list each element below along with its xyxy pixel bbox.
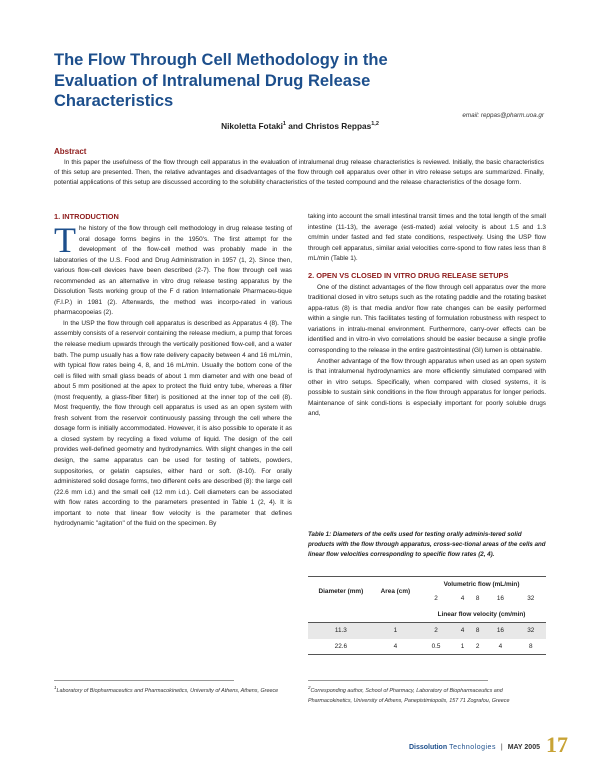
- issue-date: MAY 2005: [507, 744, 540, 751]
- flow-rate-table: [308, 576, 546, 655]
- cell-diameter: 11.3: [308, 623, 374, 639]
- cell-velocity: 4: [485, 639, 515, 655]
- table-row: [308, 639, 546, 655]
- vol-flow-value: 16: [496, 595, 504, 603]
- author-line: [0, 121, 600, 131]
- section-1-paragraph-1: he history of the flow through cell methodology in drug release testing of oral dosage forms begins in the 1950's. The first attempt for the development of the flow-cell method was probably made in the laboratories of the U.S. Food and Drug Administration in 1957 (1, 2). Since then, various flow-cell devices have been described (2-7). The flow through cell was recommended as an alternative in vitro drug release testing apparatus by the Dissolution Tests working group of the F d ration Internationale Pharmaceu-tique (F.I.P.) in 1981 (2). Afterwards, the method was incorpo-rated in various pharmacopoeias (2).: [54, 225, 292, 317]
- cell-velocity: 4: [455, 623, 470, 639]
- author-1: Nikoletta Fotaki: [221, 121, 283, 131]
- cell-velocity: 8: [470, 623, 485, 639]
- cell-area: 4: [374, 639, 417, 655]
- table-caption: Table 1: Diameters of the cells used for testing orally adminis-tered solid products with the flow through apparatus, cross-sec-tional areas of the cells and linear flow velocities corresponding to specific flow rates (2, 4).: [308, 531, 546, 558]
- cell-diameter: 22.6: [308, 639, 374, 655]
- cell-velocity: 0.5: [417, 639, 455, 655]
- cell-velocity: 1: [455, 639, 470, 655]
- author-2-affiliation: 1,2: [371, 121, 379, 128]
- vol-flow-value: 8: [475, 595, 480, 603]
- author-joiner: and: [285, 121, 306, 131]
- footnote-1: [54, 683, 294, 696]
- vol-flow-value: 32: [527, 595, 535, 603]
- cell-velocity: 8: [516, 639, 546, 655]
- header-area: Area (cm): [374, 577, 417, 607]
- table-row: [308, 623, 546, 639]
- cell-velocity: 16: [485, 623, 515, 639]
- author-1-affiliation: 1: [282, 121, 286, 128]
- running-footer: [409, 744, 540, 751]
- left-column: [54, 212, 292, 530]
- footnote-1-marker: 1: [54, 685, 57, 690]
- section-2-paragraph-2: Another advantage of the flow through apparatus when used as an open system is that intralumenal hydrodynamics are more efficiently simulated compared with other in vitro setups. Specifically, when compared with closed systems, it is possible to sustain sink conditions in the flow through apparatus for longer periods. Maintenance of sink condi-tions is especially important for poorly soluble drugs and,: [308, 357, 546, 418]
- section-2-heading: 2. OPEN VS CLOSED IN VITRO DRUG RELEASE SETUPS: [308, 270, 509, 280]
- cell-area: 1: [374, 623, 417, 639]
- cell-velocity: 2: [417, 623, 455, 639]
- header-volumetric-flow: Volumetric flow (mL/min): [417, 577, 546, 592]
- author-2: Christos Reppas: [305, 121, 372, 131]
- article-title: The Flow Through Cell Methodology in the Evaluation of Intralumenal Drug Release Characteristics: [54, 51, 388, 110]
- footnote-1-text: Laboratory of Biopharmaceutics and Pharmacokinetics, University of Athens, Athens, Greece: [56, 687, 279, 694]
- footnote-rule-right: [308, 680, 488, 681]
- footnote-2: [308, 683, 548, 707]
- section-1-heading: 1. INTRODUCTION: [54, 212, 119, 221]
- footnote-rule-left: [54, 680, 234, 681]
- header-diameter: Diameter (mm): [308, 577, 374, 607]
- cell-velocity: 32: [516, 623, 546, 639]
- vol-flow-value: 2: [434, 595, 438, 603]
- drop-cap: T: [54, 220, 76, 260]
- footnote-2-marker: 2: [308, 685, 311, 690]
- section-2-paragraph-1: One of the distinct advantages of the flow through cell apparatus over the more traditional closed in vitro setups such as the rotating paddle and the rotating basket appa-ratus (8) is that media and/or flow rate changes can be easily performed within a single run. This facilitates testing of formulation robustness with respect to variations in intralu-menal environment. Furthermore, carry-over effects can be identified and in vitro-in vivo correlations should be easier because a single profile corresponding to the release in the entire gastrointestinal (GI) lumen is obtainable.: [308, 283, 546, 355]
- footnote-2-text: Corresponding author, School of Pharmacy, Laboratory of Biopharmaceutics and Pharmacokinetics, University of Athens, Panepistimiopolis, 157 71 Zografou, Greece: [308, 687, 510, 705]
- journal-name-1: Dissolution: [409, 744, 448, 751]
- journal-name-2: Technologies: [449, 744, 496, 751]
- abstract-text: In this paper the usefulness of the flow through cell apparatus in the evaluation of intralumenal drug release characteristics is reviewed. Initially, the basic characteristics of this setup are presented. Then, the relative advantages and disadvantages of the flow through cell apparatus over other in vitro release setups are summarized. Finally, potential applications of this setup are discussed according to the solubility characteristics of the tested compound and the release characteristics of the dosage form.: [54, 159, 544, 187]
- right-column: [308, 212, 546, 420]
- page-number: 17: [546, 732, 568, 757]
- cell-velocity: 2: [470, 639, 485, 655]
- header-linear-velocity: Linear flow velocity (cm/min): [417, 607, 546, 623]
- vol-flow-value: 4: [460, 595, 465, 603]
- section-1-continuation: taking into account the small intestinal transit times and the total length of the small intestine (11-13), the average (esti-mated) axial velocity is about 1.5 and 1.3 cm/min under fasted and fed state conditions, respectively. Using the USP flow through cell apparatus, similar axial velocities corre-spond to flow rates less than 8 mL/min (Table 1).: [308, 213, 546, 263]
- section-1-paragraph-2: In the USP the flow through cell apparatus is described as Apparatus 4 (8). The assembly consists of a reservoir containing the release medium, a pump that forces the release medium upwards through the vertically positioned flow-cell, and a water bath. The pump usually has a flow rate delivery capacity between 4 and 16 mL/min, with typical flow rates being 4, 8, and 16 mL/min. Usually the bottom cone of the cell is filled with small glass beads of about 1 mm diameter and with one bead of about 5 mm positioned at the apex to protect the fluid entry tube, whereas a filter (most frequently, a glass-fiber filter) is positioned at the inner top of the cell (8). Most frequently, the flow through cell apparatus is used as an open system with fresh solvent from the reservoir continuously passing through the cell where the dosage form is initially accommodated. However, it is also possible to operate it as a closed system by recycling a fixed volume of liquid. The design of the cell provides well-defined geometry and hydrodynamics. With slight changes in the cell design, the same apparatus can be used for testing of tablets, powders, suppositories, or gelatin capsules, either hard or soft. (8-10). For orally administered solid dosage forms, two different cells are described (8): the large cell (22.6 mm i.d.) and the small cell (12 mm i.d.). Cell diameters can be associated with flow rates according to the parameters presented in Table 1 (2, 4). It is important to note that linear flow velocity is the parameter that defines hydrodynamic "agitation" of the fluid on the specimen. By: [54, 319, 292, 528]
- footer-separator: |: [500, 744, 503, 751]
- author-email: email: reppas@pharm.uoa.gr: [462, 112, 544, 119]
- abstract-heading: Abstract: [54, 147, 87, 156]
